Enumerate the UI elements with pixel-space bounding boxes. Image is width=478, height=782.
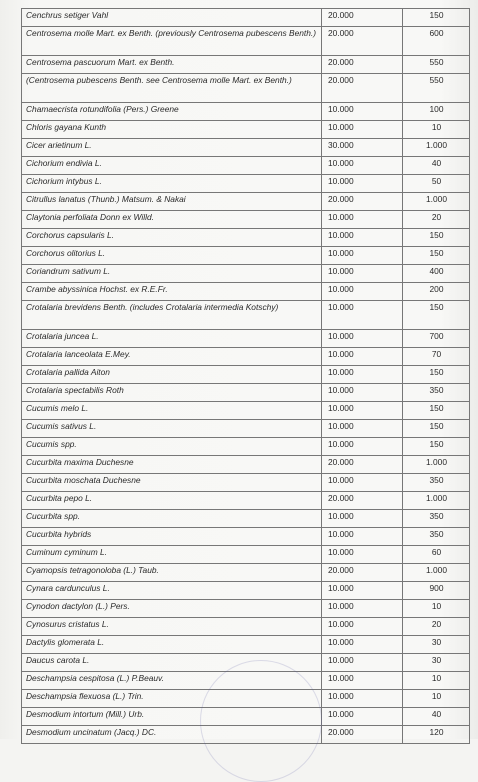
table-row	[22, 247, 470, 265]
species-name-cell: Dactylis glomerata L.	[22, 636, 322, 654]
species-name-cell: Deschampsia flexuosa (L.) Trin.	[22, 690, 322, 708]
table-row	[22, 618, 470, 636]
species-name-cell: Cucurbita spp.	[22, 510, 322, 528]
lot-weight-cell: 10.000	[322, 384, 403, 402]
species-name-cell: Cucurbita pepo L.	[22, 492, 322, 510]
sample-weight-cell: 550	[403, 74, 470, 103]
species-name-cell: Cicer arietinum L.	[22, 139, 322, 157]
sample-weight-cell: 10	[403, 690, 470, 708]
table-row	[22, 456, 470, 474]
species-name-cell: Cuminum cyminum L.	[22, 546, 322, 564]
lot-weight-cell: 30.000	[322, 139, 403, 157]
table-row	[22, 121, 470, 139]
lot-weight-cell: 20.000	[322, 564, 403, 582]
species-name-cell: Chamaecrista rotundifolia (Pers.) Greene	[22, 103, 322, 121]
sample-weight-cell: 400	[403, 265, 470, 283]
sample-weight-cell: 150	[403, 402, 470, 420]
lot-weight-cell: 10.000	[322, 618, 403, 636]
sample-weight-cell: 550	[403, 56, 470, 74]
lot-weight-cell: 10.000	[322, 474, 403, 492]
table-row	[22, 438, 470, 456]
sample-weight-cell: 1.000	[403, 456, 470, 474]
table-row	[22, 690, 470, 708]
species-name-cell: Cichorium endivia L.	[22, 157, 322, 175]
table-row	[22, 708, 470, 726]
lot-weight-cell: 10.000	[322, 636, 403, 654]
lot-weight-cell: 10.000	[322, 708, 403, 726]
table-row	[22, 175, 470, 193]
species-name-cell: Cucumis spp.	[22, 438, 322, 456]
table-row	[22, 366, 470, 384]
species-name-cell: Crotalaria spectabilis Roth	[22, 384, 322, 402]
table-row	[22, 265, 470, 283]
sample-weight-cell: 30	[403, 654, 470, 672]
species-name-cell: Cucurbita maxima Duchesne	[22, 456, 322, 474]
species-name-cell: Claytonia perfoliata Donn ex Willd.	[22, 211, 322, 229]
species-name-cell: Daucus carota L.	[22, 654, 322, 672]
lot-weight-cell: 10.000	[322, 402, 403, 420]
sample-weight-cell: 150	[403, 229, 470, 247]
lot-weight-cell: 10.000	[322, 510, 403, 528]
species-table-body	[22, 9, 470, 744]
lot-weight-cell: 20.000	[322, 726, 403, 744]
table-row	[22, 726, 470, 744]
lot-weight-cell: 20.000	[322, 74, 403, 103]
species-name-cell: Cucurbita moschata Duchesne	[22, 474, 322, 492]
sample-weight-cell: 20	[403, 618, 470, 636]
lot-weight-cell: 10.000	[322, 600, 403, 618]
species-name-cell: Corchorus capsularis L.	[22, 229, 322, 247]
species-name-cell: Desmodium uncinatum (Jacq.) DC.	[22, 726, 322, 744]
table-row	[22, 564, 470, 582]
species-name-cell: Cucurbita hybrids	[22, 528, 322, 546]
table-row	[22, 600, 470, 618]
lot-weight-cell: 10.000	[322, 211, 403, 229]
lot-weight-cell: 10.000	[322, 103, 403, 121]
sample-weight-cell: 10	[403, 600, 470, 618]
lot-weight-cell: 10.000	[322, 654, 403, 672]
table-row	[22, 301, 470, 330]
sample-weight-cell: 700	[403, 330, 470, 348]
lot-weight-cell: 10.000	[322, 265, 403, 283]
sample-weight-cell: 30	[403, 636, 470, 654]
table-row	[22, 636, 470, 654]
lot-weight-cell: 10.000	[322, 229, 403, 247]
species-name-cell: Cucumis sativus L.	[22, 420, 322, 438]
species-name-cell: Cenchrus setiger Vahl	[22, 9, 322, 27]
table-row	[22, 157, 470, 175]
species-name-cell: Cichorium intybus L.	[22, 175, 322, 193]
species-name-cell: Chloris gayana Kunth	[22, 121, 322, 139]
lot-weight-cell: 10.000	[322, 528, 403, 546]
sample-weight-cell: 350	[403, 528, 470, 546]
lot-weight-cell: 10.000	[322, 301, 403, 330]
sample-weight-cell: 1.000	[403, 492, 470, 510]
table-row	[22, 510, 470, 528]
sample-weight-cell: 1.000	[403, 139, 470, 157]
sample-weight-cell: 150	[403, 438, 470, 456]
sample-weight-cell: 900	[403, 582, 470, 600]
lot-weight-cell: 20.000	[322, 456, 403, 474]
lot-weight-cell: 20.000	[322, 492, 403, 510]
sample-weight-cell: 1.000	[403, 564, 470, 582]
table-row	[22, 654, 470, 672]
lot-weight-cell: 10.000	[322, 690, 403, 708]
sample-weight-cell: 20	[403, 211, 470, 229]
table-row	[22, 193, 470, 211]
table-row	[22, 474, 470, 492]
species-name-cell: Cynodon dactylon (L.) Pers.	[22, 600, 322, 618]
sample-weight-cell: 350	[403, 510, 470, 528]
sample-weight-cell: 150	[403, 301, 470, 330]
table-row	[22, 528, 470, 546]
species-name-cell: Desmodium intortum (Mill.) Urb.	[22, 708, 322, 726]
lot-weight-cell: 10.000	[322, 121, 403, 139]
sample-weight-cell: 600	[403, 27, 470, 56]
sample-weight-cell: 100	[403, 103, 470, 121]
species-name-cell: Deschampsia cespitosa (L.) P.Beauv.	[22, 672, 322, 690]
species-name-cell: Cynosurus cristatus L.	[22, 618, 322, 636]
lot-weight-cell: 10.000	[322, 546, 403, 564]
table-row	[22, 139, 470, 157]
table-row	[22, 402, 470, 420]
species-name-cell: Crotalaria brevidens Benth. (includes Crotalaria intermedia Kotschy)	[22, 301, 322, 330]
sample-weight-cell: 150	[403, 420, 470, 438]
lot-weight-cell: 10.000	[322, 672, 403, 690]
sample-weight-cell: 150	[403, 247, 470, 265]
species-name-cell: Coriandrum sativum L.	[22, 265, 322, 283]
table-row	[22, 492, 470, 510]
lot-weight-cell: 10.000	[322, 283, 403, 301]
sample-weight-cell: 40	[403, 157, 470, 175]
lot-weight-cell: 10.000	[322, 366, 403, 384]
sample-weight-cell: 350	[403, 474, 470, 492]
table-row	[22, 546, 470, 564]
table-row	[22, 348, 470, 366]
sample-weight-cell: 1.000	[403, 193, 470, 211]
lot-weight-cell: 10.000	[322, 330, 403, 348]
table-row	[22, 103, 470, 121]
table-row	[22, 27, 470, 56]
lot-weight-cell: 20.000	[322, 193, 403, 211]
species-name-cell: Crotalaria pallida Aiton	[22, 366, 322, 384]
table-row	[22, 229, 470, 247]
lot-weight-cell: 20.000	[322, 27, 403, 56]
table-row	[22, 74, 470, 103]
species-name-cell: Centrosema molle Mart. ex Benth. (previously Centrosema pubescens Benth.)	[22, 27, 322, 56]
lot-weight-cell: 20.000	[322, 9, 403, 27]
sample-weight-cell: 10	[403, 672, 470, 690]
sample-weight-cell: 70	[403, 348, 470, 366]
sample-weight-cell: 150	[403, 9, 470, 27]
sample-weight-cell: 10	[403, 121, 470, 139]
table-row	[22, 56, 470, 74]
species-name-cell: (Centrosema pubescens Benth. see Centrosema molle Mart. ex Benth.)	[22, 74, 322, 103]
lot-weight-cell: 10.000	[322, 247, 403, 265]
species-name-cell: Centrosema pascuorum Mart. ex Benth.	[22, 56, 322, 74]
species-name-cell: Crotalaria juncea L.	[22, 330, 322, 348]
sample-weight-cell: 350	[403, 384, 470, 402]
lot-weight-cell: 10.000	[322, 420, 403, 438]
sample-weight-cell: 200	[403, 283, 470, 301]
lot-weight-cell: 10.000	[322, 157, 403, 175]
species-name-cell: Corchorus olitorius L.	[22, 247, 322, 265]
lot-weight-cell: 10.000	[322, 438, 403, 456]
species-name-cell: Cucumis melo L.	[22, 402, 322, 420]
table-row	[22, 211, 470, 229]
species-name-cell: Crambe abyssinica Hochst. ex R.E.Fr.	[22, 283, 322, 301]
species-name-cell: Citrullus lanatus (Thunb.) Matsum. & Nakai	[22, 193, 322, 211]
table-row	[22, 9, 470, 27]
sample-weight-cell: 60	[403, 546, 470, 564]
table-row	[22, 672, 470, 690]
sample-weight-cell: 50	[403, 175, 470, 193]
lot-weight-cell: 10.000	[322, 348, 403, 366]
table-row	[22, 420, 470, 438]
species-table	[21, 8, 470, 744]
sample-weight-cell: 120	[403, 726, 470, 744]
table-row	[22, 384, 470, 402]
lot-weight-cell: 10.000	[322, 175, 403, 193]
lot-weight-cell: 20.000	[322, 56, 403, 74]
species-name-cell: Cyamopsis tetragonoloba (L.) Taub.	[22, 564, 322, 582]
table-row	[22, 582, 470, 600]
sample-weight-cell: 150	[403, 366, 470, 384]
species-name-cell: Cynara cardunculus L.	[22, 582, 322, 600]
table-row	[22, 283, 470, 301]
sample-weight-cell: 40	[403, 708, 470, 726]
species-name-cell: Crotalaria lanceolata E.Mey.	[22, 348, 322, 366]
lot-weight-cell: 10.000	[322, 582, 403, 600]
table-row	[22, 330, 470, 348]
